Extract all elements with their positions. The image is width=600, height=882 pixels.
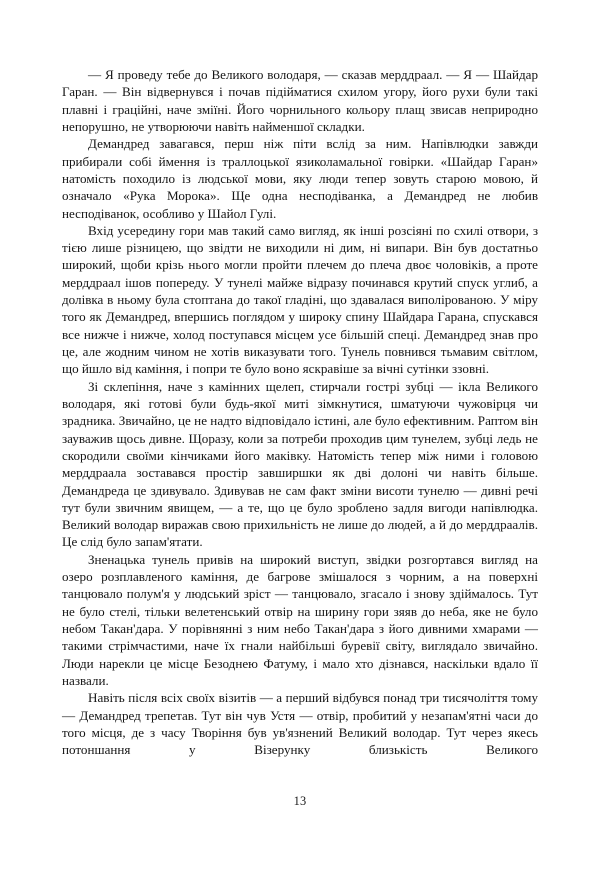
page-number: 13 xyxy=(293,794,307,808)
page-body-text xyxy=(62,66,538,759)
paragraph: — Я проведу тебе до Великого володаря, — сказав мерддраал. — Я — Шайдар Гаран. — Він відвернувся і почав підійматися схилом угору, його рухи були такі плавні і граційні, наче зміїні. Його чорнильного кольору плащ звисав неприродно непорушно, не утворюючи навіть найменшої складки. xyxy=(62,67,538,134)
paragraph: Зі склепіння, наче з камінних щелеп, стирчали гострі зубці — ікла Великого володаря, які готові були будь-якої миті зімкнутися, шматуючи чужовірця чи зрадника. Звичайно, це не надто відповідало істині, але було ефективним. Раптом він зауважив щось дивне. Щоразу, коли за потреби проходив цим тунелем, зубці ледь не скородили своїми кінчиками його маківку. Натомість тепер між ними і головою мерддраала зоставався простір завширшки як дві долоні чи навіть більше. Демандреда це здивувало. Здивував не сам факт зміни висоти тунелю — дивні речі тут були звичним явищем, — а те, що це було зроблено задля вигоди напівлюдка. Великий володар виражав свою прихильність не лише до людей, а й до мерддраалів. Це слід було запам'ятати. xyxy=(62,378,538,550)
paragraph: Демандред завагався, перш ніж піти вслід за ним. Напівлюдки завжди прибирали собі ймення із траллоцької язиколамальної говірки. «Шайдар Гаран» натомість походило із людської мови, яку люди тепер зовуть старою мовою, й означало «Рука Морока». Ще одна несподіванка, а Демандред не любив несподіванок, особливо у Шайол Гулі. xyxy=(62,136,538,221)
paragraph: Зненацька тунель привів на широкий виступ, звідки розгортався вигляд на озеро розплавленого каміння, де багрове змішалося з чорним, а на поверхні танцювало полум'я у людський зріст — танцювало, згасало і знову здіймалось. Тут не було стелі, тільки велетенський отвір на ширину гори зяяв до неба, яке не було небом Такан'дара. У порівнянні з ним небо Такан'дара з його дивними хмарами — такими стрімчастими, наче їх гнали найбільші буревії світу, виглядало звичайно. Люди нарекли це місце Безоднею Фатуму, і мало хто дізнався, наскільки вдало її назвали. xyxy=(62,551,538,688)
paragraph: Навіть після всіх своїх візитів — а перший відбувся понад три тисячоліття тому — Демандред трепетав. Тут він чув Устя — отвір, пробитий у незапам'ятні часи до того місця, де з часу Творіння був ув'язнений Великий володар. Тут через якесь потоншання у Візерунку близькість Великого xyxy=(62,690,538,758)
paragraph: Вхід усередину гори мав такий само вигляд, як інші розсіяні по схилі отвори, з тією лише різницею, що звідти не виходили ні дим, ні випари. Він був достатньо широкий, щоби крізь нього могли пройти плечем до плеча двоє чоловіків, а проте мерддраал ішов попереду. У тунелі майже відразу починався крутий спуск углиб, а долівка в ньому була стоптана до такої гладіні, що здавалася виполірованою. У міру того як Демандред, впершись поглядом у широку спину Шайдара Гарана, спускався все нижче і нижче, холод поступався місцем усе більшій спеці. Демандред знав про це, але жодним чином не хотів виказувати того. Тунель повнився тьмавим світлом, що йшло від каміння, і попри те було воно яскравіше за вічні сутінки ззовні. xyxy=(62,222,538,377)
